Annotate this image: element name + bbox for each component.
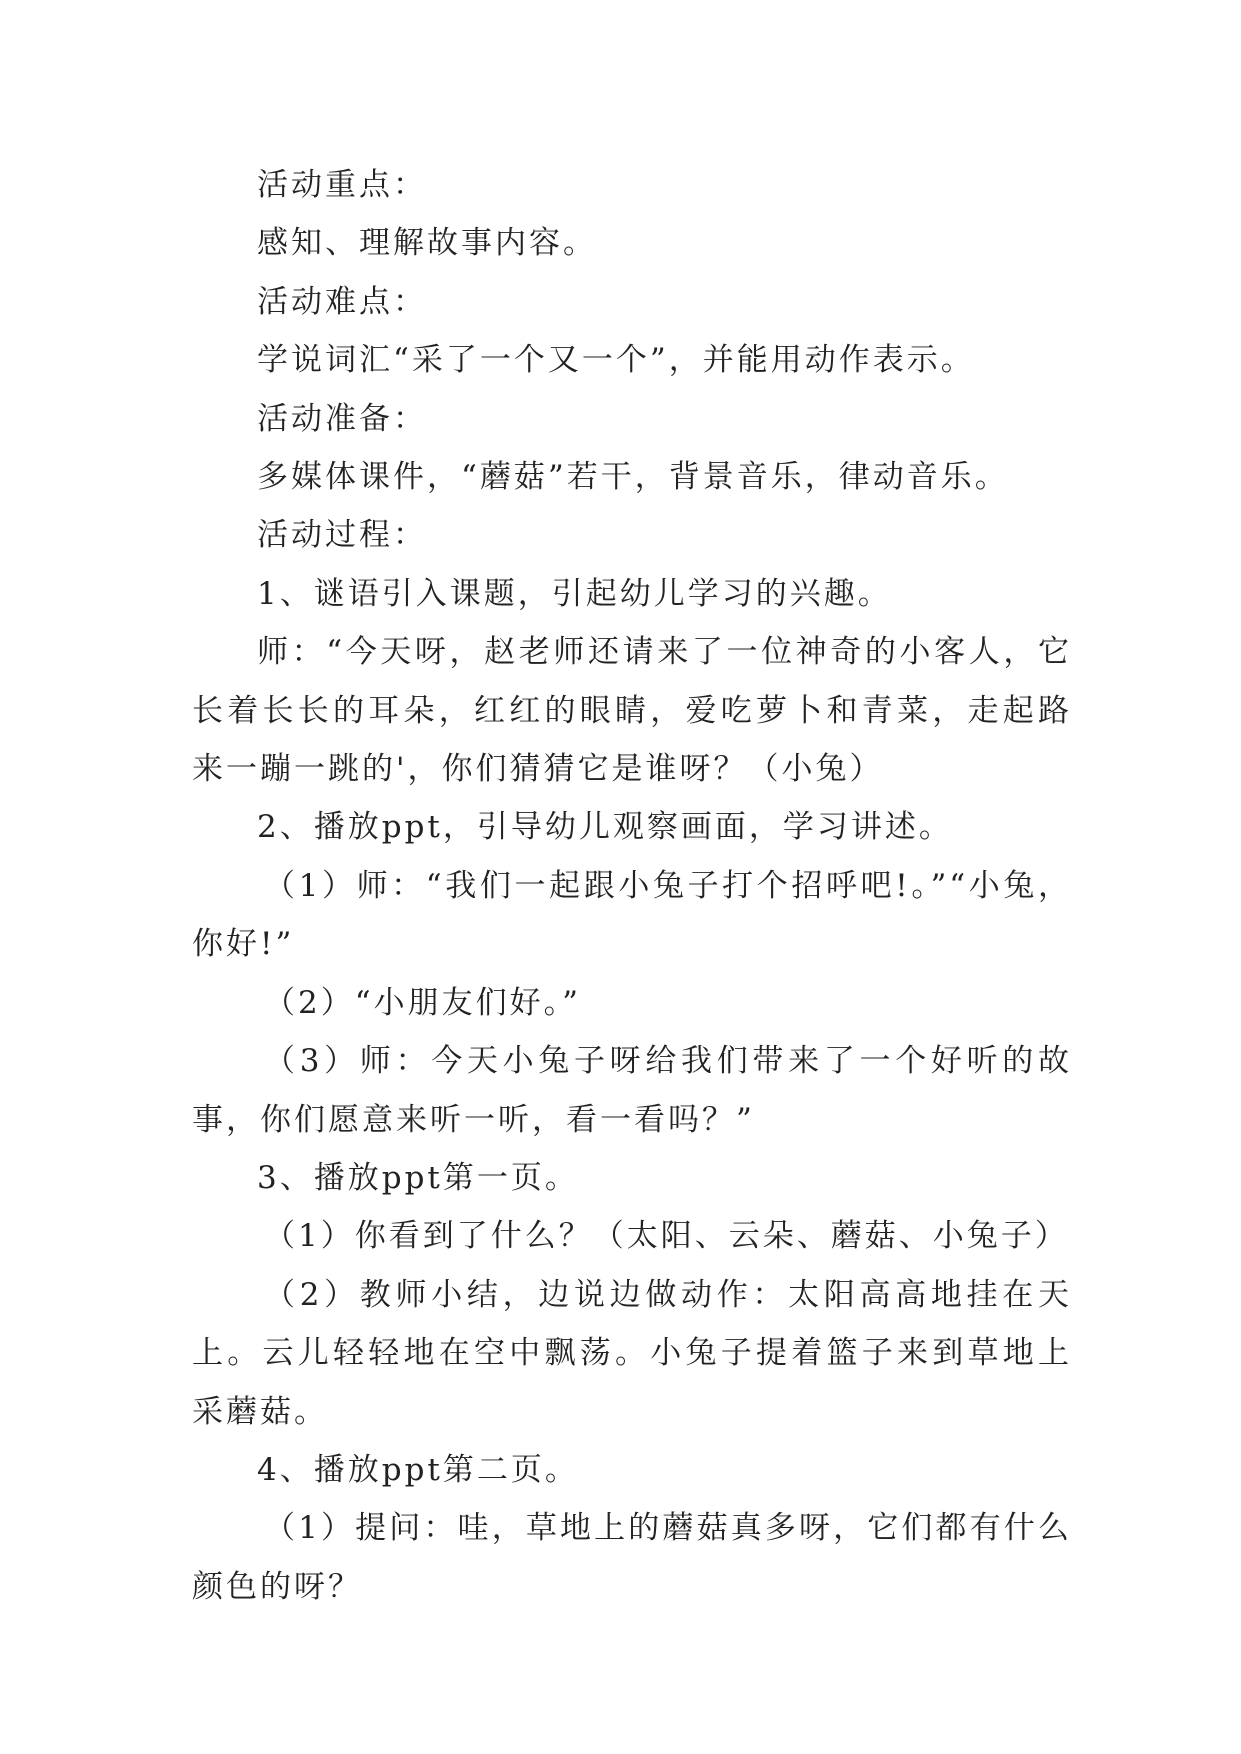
- paragraph-step-4-item-1: （1）提问：哇，草地上的蘑菇真多呀，它们都有什么颜色的呀？: [192, 1510, 1072, 1605]
- paragraph-step-2-item-2: （2）“小朋友们好。”: [264, 984, 581, 1021]
- document-body: [192, 156, 1072, 1616]
- paragraph-step-2-item-3: （3）师：今天小兔子呀给我们带来了一个好听的故事，你们愿意来听一听，看一看吗？”: [192, 1043, 1072, 1138]
- paragraph-process-heading: 活动过程：: [257, 517, 427, 554]
- paragraph-step-1: 1、谜语引入课题，引起幼儿学习的兴趣。: [257, 575, 892, 612]
- paragraph-difficulty-content: 学说词汇“采了一个又一个”，并能用动作表示。: [257, 342, 975, 379]
- paragraph-preparation-content: 多媒体课件，“蘑菇”若干，背景音乐，律动音乐。: [257, 459, 1009, 496]
- paragraph-preparation-heading: 活动准备：: [257, 400, 427, 437]
- paragraph-step-3: 3、播放ppt第一页。: [257, 1159, 579, 1196]
- paragraph-focus-content: 感知、理解故事内容。: [257, 225, 597, 262]
- paragraph-teacher-riddle: 师：“今天呀，赵老师还请来了一位神奇的小客人，它长着长长的耳朵，红红的眼睛，爱吃萝卜和青菜，走起路来一蹦一跳的'，你们猜猜它是谁呀？（小兔）: [192, 634, 1072, 788]
- paragraph-difficulty-heading: 活动难点：: [257, 283, 427, 320]
- paragraph-focus-heading: 活动重点：: [257, 167, 427, 203]
- paragraph-step-2: 2、播放ppt，引导幼儿观察画面，学习讲述。: [257, 809, 953, 846]
- paragraph-step-2-item-1: （1）师：“我们一起跟小兔子打个招呼吧!。”“小兔，你好!”: [192, 867, 1072, 963]
- paragraph-step-4: 4、播放ppt第二页。: [257, 1451, 579, 1488]
- paragraph-step-3-item-2: （2）教师小结，边说边做动作：太阳高高地挂在天上。云儿轻轻地在空中飘荡。小兔子提着篮子来到草地上采蘑菇。: [192, 1276, 1072, 1430]
- paragraph-step-3-item-1: （1）你看到了什么？（太阳、云朵、蘑菇、小兔子）: [264, 1218, 1069, 1255]
